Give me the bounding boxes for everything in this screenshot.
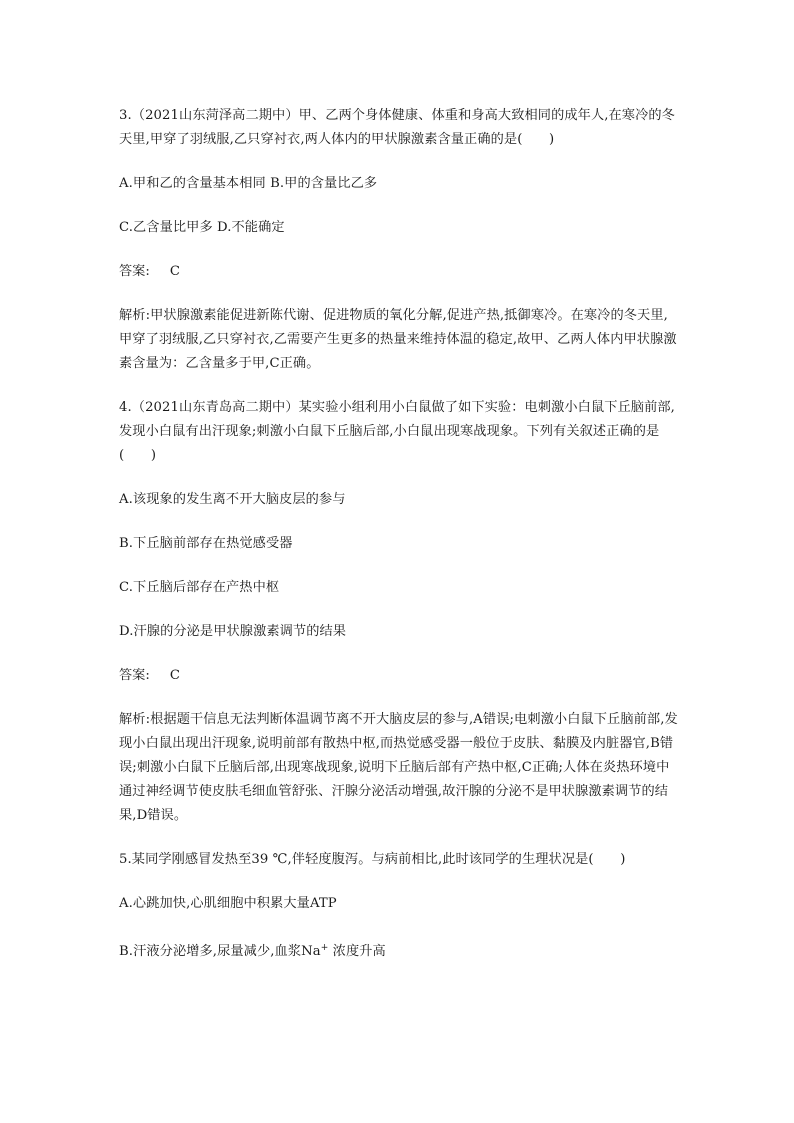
option-b-text-pre: B.汗液分泌增多,尿量减少,血浆Na xyxy=(119,944,321,959)
answer-label: 答案: xyxy=(119,264,150,279)
question-3-stem: 3.（2021山东菏泽高二期中）甲、乙两个身体健康、体重和身高大致相同的成年人,在寒冷的冬天里,甲穿了羽绒服,乙只穿衬衣,两人体内的甲状腺激素含量正确的是( ) xyxy=(119,108,675,147)
question-3-options-line2: C.乙含量比甲多 D.不能确定 xyxy=(119,220,285,235)
question-4-option-d: D.汗腺的分泌是甲状腺激素调节的结果 xyxy=(119,624,347,639)
question-3-answer xyxy=(119,260,679,284)
question-4-option-b: B.下丘脑前部存在热觉感受器 xyxy=(119,536,293,551)
question-5-stem: 5.某同学刚感冒发热至39 ℃,伴轻度腹泻。与病前相比,此时该同学的生理状况是( ) xyxy=(119,852,626,867)
answer-value: C xyxy=(169,668,180,683)
question-4-option-c: C.下丘脑后部存在产热中枢 xyxy=(119,580,280,595)
document-page xyxy=(119,104,679,964)
sodium-charge-superscript: + xyxy=(320,943,329,953)
answer-value: C xyxy=(169,264,180,279)
question-4-stem: 4.（2021山东青岛高二期中）某实验小组利用小白鼠做了如下实验：电刺激小白鼠下丘脑前部,发现小白鼠有出汗现象;刺激小白鼠下丘脑后部,小白鼠出现寒战现象。下列有关叙述正确的是( ) xyxy=(119,400,675,463)
question-5-option-a: A.心跳加快,心肌细胞中积累大量ATP xyxy=(119,896,337,911)
answer-label: 答案: xyxy=(119,668,150,683)
question-3-options-line1: A.甲和乙的含量基本相同 B.甲的含量比乙多 xyxy=(119,176,378,191)
question-4-answer xyxy=(119,664,679,688)
option-b-text-post: 浓度升高 xyxy=(332,944,386,959)
question-4-option-a: A.该现象的发生离不开大脑皮层的参与 xyxy=(119,492,346,507)
question-3-analysis: 解析:甲状腺激素能促进新陈代谢、促进物质的氧化分解,促进产热,抵御寒冷。在寒冷的冬天里,甲穿了羽绒服,乙只穿衬衣,乙需要产生更多的热量来维持体温的稳定,故甲、乙两人体内甲状腺激素含量为：乙含量多于甲,C正确。 xyxy=(119,308,677,371)
question-5-option-b xyxy=(119,936,679,964)
question-4-analysis: 解析:根据题干信息无法判断体温调节离不开大脑皮层的参与,A错误;电刺激小白鼠下丘脑前部,发现小白鼠出现出汗现象,说明前部有散热中枢,而热觉感受器一般位于皮肤、黏膜及内脏器官,B错误;刺激小白鼠下丘脑后部,出现寒战现象,说明下丘脑后部有产热中枢,C正确;人体在炎热环境中通过神经调节使皮肤毛细血管舒张、汗腺分泌活动增强,故汗腺的分泌不是甲状腺激素调节的结果,D错误。 xyxy=(119,712,678,823)
